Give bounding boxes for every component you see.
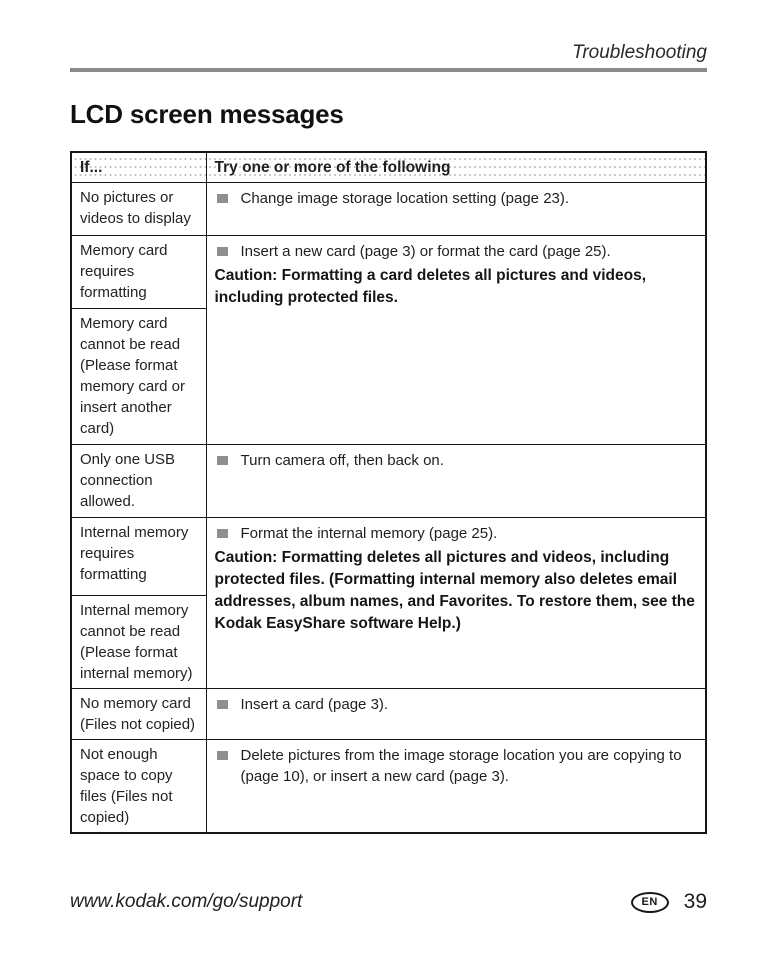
square-bullet-icon [217,247,228,256]
suggestion-text: Turn camera off, then back on. [240,452,444,469]
if-text: Internal memory cannot be read (Please format internal memory) [80,602,193,682]
column-header-try: Try one or more of the following [206,152,706,183]
if-text: No memory card (Files not copied) [80,695,196,733]
suggestion-text: Insert a new card (page 3) or format the card (page 25). [240,243,611,260]
if-text: Only one USB connection allowed. [80,451,176,510]
table-header-row [71,152,706,183]
caution-text: Caution: Formatting a card deletes all pictures and videos, including protected files. [214,267,647,306]
square-bullet-icon [217,194,228,203]
suggestion-text: Delete pictures from the image storage location you are copying to (page 10), or insert a new card (page 3). [240,747,682,785]
running-header: Troubleshooting [572,42,707,63]
suggestion-item [215,188,698,209]
square-bullet-icon [217,529,228,538]
lcd-messages-table [70,151,707,834]
language-badge: EN [631,892,669,913]
if-text: No pictures or videos to display [80,189,191,227]
support-url: www.kodak.com/go/support [70,891,303,912]
square-bullet-icon [217,700,228,709]
page-footer [70,890,707,914]
suggestion-item [215,523,698,544]
if-text: Not enough space to copy files (Files not copied) [80,746,173,826]
header-rule [70,68,707,72]
suggestion-item [215,745,698,787]
page-title: LCD screen messages [70,99,344,129]
square-bullet-icon [217,456,228,465]
if-text: Internal memory requires formatting [80,524,189,583]
suggestion-item [215,450,698,471]
suggestion-text: Insert a card (page 3). [240,696,389,713]
if-text: Memory card requires formatting [80,242,168,301]
table-row [71,518,706,596]
page-number: 39 [683,890,707,913]
column-header-if: If... [71,152,206,183]
table-row [71,236,706,309]
table-row [71,740,706,834]
caution-text: Caution: Formatting deletes all pictures and videos, including protected files. (Formatting internal memory also deletes email addresses, album names, and Favorites. To restore them, see the Kodak EasyShare software Help.) [214,549,695,632]
suggestion-text: Change image storage location setting (page 23). [240,190,570,207]
suggestion-text: Format the internal memory (page 25). [240,525,498,542]
manual-page [70,0,707,834]
table-row [71,689,706,740]
table-row [71,445,706,518]
footer-right-group [631,890,707,914]
suggestion-item [215,694,698,715]
table-row [71,183,706,236]
suggestion-item [215,241,698,262]
square-bullet-icon [217,751,228,760]
if-text: Memory card cannot be read (Please format memory card or insert another card) [80,315,186,437]
